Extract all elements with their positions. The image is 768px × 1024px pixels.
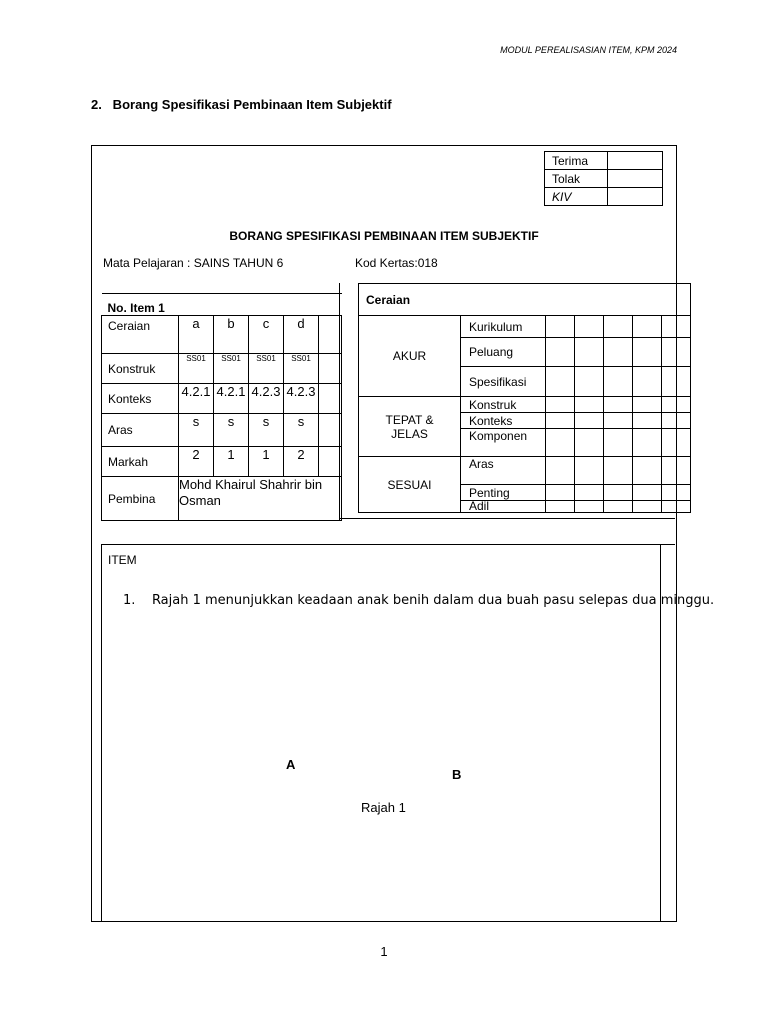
question-number: 1. [123, 593, 136, 608]
cell[interactable] [633, 457, 662, 485]
divider-line [340, 518, 675, 519]
status-box [544, 151, 663, 206]
konteks-d: 4.2.3 [284, 384, 319, 414]
cell[interactable] [633, 397, 662, 413]
item-aras: Aras [461, 457, 546, 485]
item-label: ITEM [108, 553, 137, 567]
cell[interactable] [575, 429, 604, 457]
cell[interactable] [662, 316, 691, 338]
cell[interactable] [604, 457, 633, 485]
cell[interactable] [546, 485, 575, 501]
cell[interactable] [546, 501, 575, 513]
cell[interactable] [633, 316, 662, 338]
group-tepat-jelas: TEPAT & JELAS [359, 397, 461, 457]
cell[interactable] [662, 429, 691, 457]
cell[interactable] [662, 413, 691, 429]
item-peluang: Peluang [461, 338, 546, 367]
cell[interactable] [633, 485, 662, 501]
ceraian-d: d [284, 316, 319, 354]
markah-label: Markah [102, 447, 179, 477]
cell[interactable] [604, 485, 633, 501]
cell[interactable] [575, 397, 604, 413]
cell[interactable] [575, 413, 604, 429]
cell[interactable] [633, 429, 662, 457]
status-tolak-value[interactable] [608, 170, 663, 188]
cell[interactable] [546, 338, 575, 367]
cell[interactable] [546, 397, 575, 413]
figure-label-a: A [286, 757, 296, 772]
ceraian-b: b [214, 316, 249, 354]
status-kiv-value[interactable] [608, 188, 663, 206]
markah-a: 2 [179, 447, 214, 477]
cell[interactable] [633, 501, 662, 513]
konstruk-a: SS01 [179, 354, 214, 384]
aras-d: s [284, 414, 319, 447]
cell[interactable] [546, 457, 575, 485]
cell[interactable] [633, 367, 662, 397]
cell[interactable] [546, 316, 575, 338]
page-header: MODUL PEREALISASIAN ITEM, KPM 2024 [500, 45, 677, 55]
item-spesifikasi: Spesifikasi [461, 367, 546, 397]
kod-kertas: Kod Kertas:018 [355, 256, 438, 270]
konteks-b: 4.2.1 [214, 384, 249, 414]
status-kiv: KIV [545, 188, 608, 206]
page-number: 1 [380, 944, 388, 959]
cell[interactable] [633, 338, 662, 367]
item-kurikulum: Kurikulum [461, 316, 546, 338]
item-konteks: Konteks [461, 413, 546, 429]
ceraian-title: Ceraian [359, 284, 691, 316]
cell[interactable] [546, 413, 575, 429]
pembina-label: Pembina [102, 477, 179, 521]
cell[interactable] [662, 397, 691, 413]
mata-pelajaran: Mata Pelajaran : SAINS TAHUN 6 [103, 256, 284, 270]
aras-label: Aras [102, 414, 179, 447]
markah-b: 1 [214, 447, 249, 477]
cell[interactable] [575, 457, 604, 485]
cell[interactable] [633, 413, 662, 429]
item-spec-table [101, 293, 342, 521]
section-title: 2. Borang Spesifikasi Pembinaan Item Subjektif [91, 97, 392, 112]
cell[interactable] [662, 457, 691, 485]
cell[interactable] [662, 485, 691, 501]
cell[interactable] [575, 501, 604, 513]
cell[interactable] [604, 338, 633, 367]
cell[interactable] [662, 367, 691, 397]
item-konstruk: Konstruk [461, 397, 546, 413]
konteks-a: 4.2.1 [179, 384, 214, 414]
cell[interactable] [604, 367, 633, 397]
group-sesuai: SESUAI [359, 457, 461, 513]
no-item: No. Item 1 [102, 294, 342, 316]
konteks-c: 4.2.3 [249, 384, 284, 414]
ceraian-table [358, 283, 691, 513]
markah-c: 1 [249, 447, 284, 477]
question-1 [123, 593, 714, 608]
status-terima-value[interactable] [608, 152, 663, 170]
cell[interactable] [662, 501, 691, 513]
status-terima: Terima [545, 152, 608, 170]
markah-d: 2 [284, 447, 319, 477]
cell[interactable] [662, 338, 691, 367]
konstruk-b: SS01 [214, 354, 249, 384]
cell[interactable] [604, 501, 633, 513]
status-tolak: Tolak [545, 170, 608, 188]
konteks-label: Konteks [102, 384, 179, 414]
form-title: BORANG SPESIFIKASI PEMBINAAN ITEM SUBJEKTIF [229, 229, 539, 243]
ceraian-c: c [249, 316, 284, 354]
cell[interactable] [604, 429, 633, 457]
item-komponen: Komponen [461, 429, 546, 457]
figure-caption: Rajah 1 [361, 800, 406, 815]
item-adil: Adil [461, 501, 546, 513]
cell[interactable] [546, 367, 575, 397]
cell[interactable] [604, 397, 633, 413]
konstruk-label: Konstruk [102, 354, 179, 384]
cell[interactable] [575, 367, 604, 397]
pembina-name: Mohd Khairul Shahrir bin Osman [179, 477, 342, 521]
cell[interactable] [575, 485, 604, 501]
aras-a: s [179, 414, 214, 447]
cell[interactable] [604, 316, 633, 338]
ceraian-a: a [179, 316, 214, 354]
cell[interactable] [546, 429, 575, 457]
aras-c: s [249, 414, 284, 447]
cell[interactable] [575, 338, 604, 367]
aras-b: s [214, 414, 249, 447]
divider-line [339, 283, 340, 520]
question-text: Rajah 1 menunjukkan keadaan anak benih dalam dua buah pasu selepas dua minggu. [151, 593, 715, 608]
ceraian-label: Ceraian [102, 316, 179, 354]
item-penting: Penting [461, 485, 546, 501]
konstruk-d: SS01 [284, 354, 319, 384]
group-akur: AKUR [359, 316, 461, 397]
figure-label-b: B [452, 767, 462, 782]
konstruk-c: SS01 [249, 354, 284, 384]
cell[interactable] [575, 316, 604, 338]
cell[interactable] [604, 413, 633, 429]
